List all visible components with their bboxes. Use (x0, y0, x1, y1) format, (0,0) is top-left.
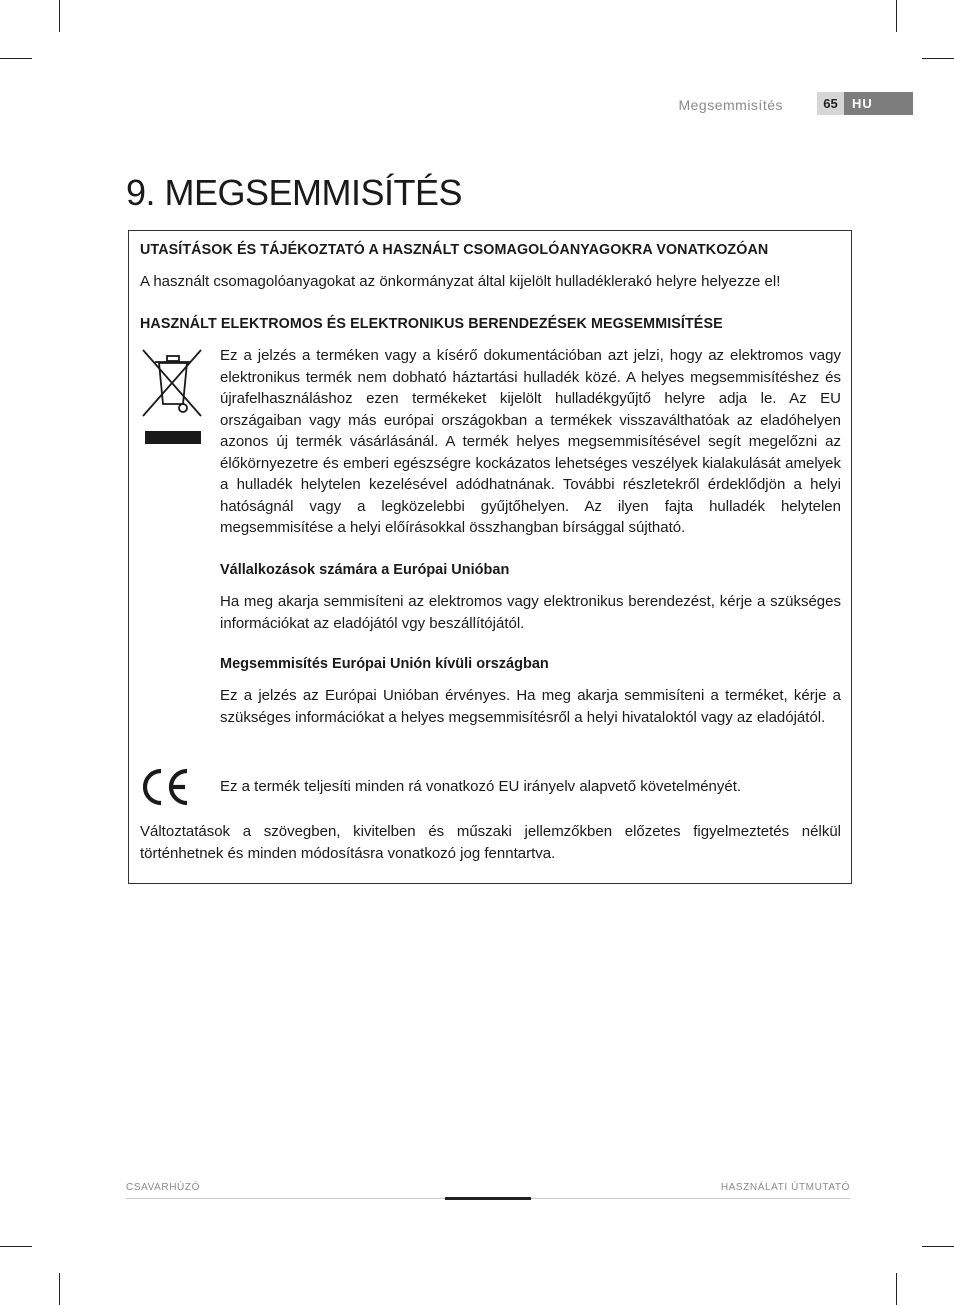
crop-mark (896, 1273, 897, 1305)
footer-manual-label: HASZNÁLATI ÚTMUTATÓ (720, 1182, 850, 1193)
weee-black-bar (145, 431, 201, 444)
crop-mark (922, 1246, 954, 1247)
page-title: 9. MEGSEMMISÍTÉS (126, 172, 463, 213)
ce-mark-icon (139, 767, 191, 807)
crop-mark (59, 1273, 60, 1305)
crossed-out-wheelie-bin-icon (139, 348, 205, 420)
crop-mark (0, 1246, 32, 1247)
ce-text: Ez a termék teljesíti minden rá vonatkozó EU irányelv alapvető követelményét. (220, 778, 742, 795)
footer-product-name: CSAVARHÚZÓ (126, 1182, 200, 1193)
weee-text: Ez a jelzés a terméken vagy a kísérő dokumentációban azt jelzi, hogy az elektromos vagy elektronikus termék nem dobható háztartási hulladék közé. A helyes megsemmisítéshez és újrafelhasználáshoz ezen termékeket kijelölt hulladékgyűjtő helyre adja le. Az EU országaiban vagy más európai országokban a termékek visszaválthatóak az eladóhelyen azonos új termék vásárlásánál. A termék helyes megsemmisítésével segít megelőzni az élőkörnyezetre és emberi egészségre kockázatos lehetséges veszélyek kialakulását amelyek a hulladék helytelen kezelésével adódhatnának. További részletekről érdeklődjön a helyi hatóságnál vagy a legközelebbi gyűjtőhelyen. Az ilyen fajta hulladék helytelen megsemmisítése a helyi előírásokkal összhangban bírsággal sújtható. (220, 347, 841, 536)
disclaimer-text: Változtatások a szövegben, kivitelben és műszaki jellemzőkben előzetes figyelmeztetés nélkül történhetnek és minden módosításra vonatkozó jog fenntartva. (140, 823, 841, 862)
page-badge (817, 92, 913, 115)
crop-mark (922, 58, 954, 59)
crop-mark (59, 0, 60, 32)
business-text: Ha meg akarja semmisíteni az elektromos vagy elektronikus berendezést, kérje a szükséges információkat az eladójától vgy beszállítójától. (220, 593, 841, 632)
footer-accent-bar (445, 1197, 531, 1200)
business-heading: Vállalkozások számára a Európai Unióban (220, 562, 510, 578)
crop-mark (896, 0, 897, 32)
crop-mark (0, 58, 32, 59)
page-number: 65 (817, 92, 844, 115)
outside-eu-heading: Megsemmisítés Európai Unión kívüli országban (220, 656, 549, 672)
header-section-title: Megsemmisítés (678, 97, 783, 113)
packaging-heading: UTASÍTÁSOK ÉS TÁJÉKOZTATÓ A HASZNÁLT CSOMAGOLÓANYAGOKRA VONATKOZÓAN (140, 242, 769, 258)
weee-heading: HASZNÁLT ELEKTROMOS ÉS ELEKTRONIKUS BERENDEZÉSEK MEGSEMMISÍTÉSE (140, 316, 723, 332)
outside-eu-text: Ez a jelzés az Európai Unióban érvényes. Ha meg akarja semmisíteni a terméket, kérje a szükséges információkat a helyes megsemmisítésről a helyi hivataloktól vagy az eladójától. (220, 687, 841, 726)
language-code: HU (844, 92, 913, 115)
disposal-info-box (128, 230, 852, 884)
packaging-text: A használt csomagolóanyagokat az önkormányzat által kijelölt hulladéklerakó helyre helyezze el! (140, 273, 781, 290)
